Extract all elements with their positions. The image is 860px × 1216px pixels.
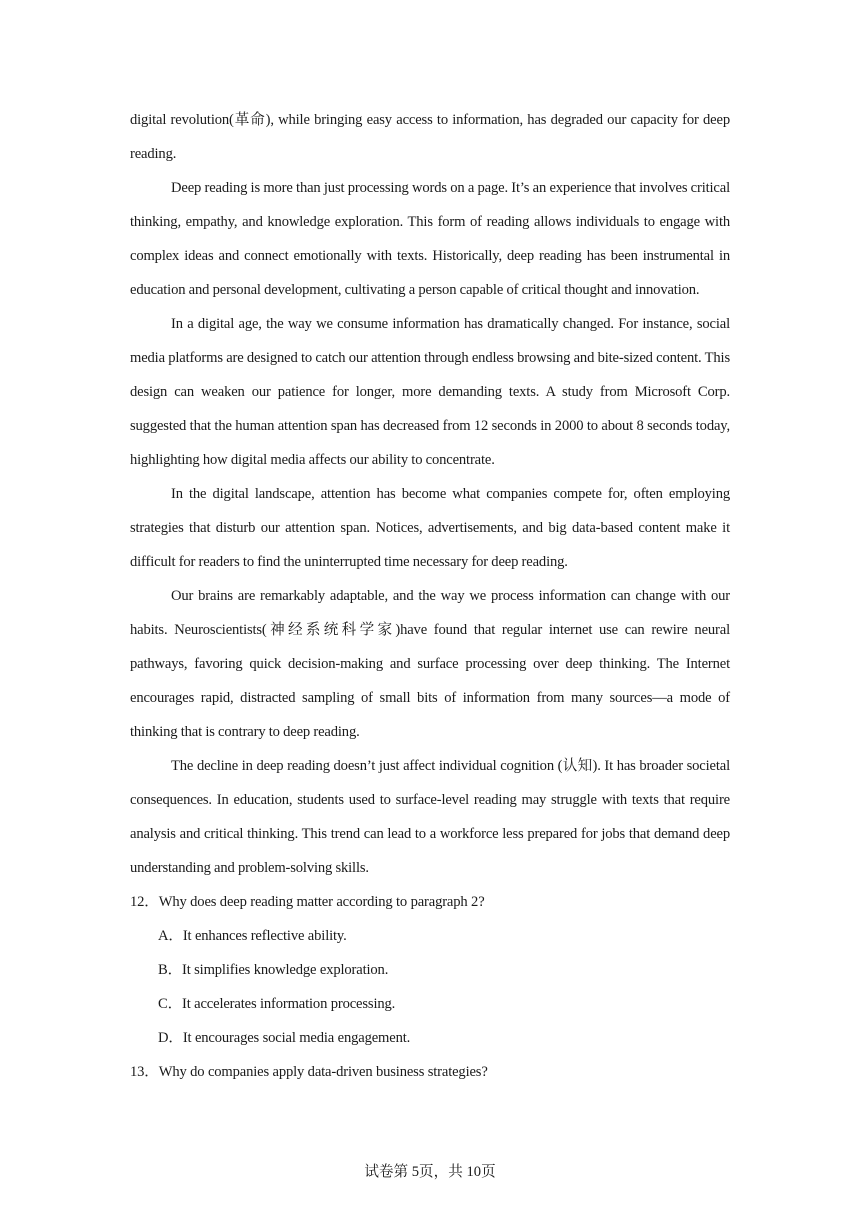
question-12-option-d: D．It encourages social media engagement. — [158, 1030, 411, 1046]
paragraph-3: In a digital age, the way we consume information has dramatically changed. For instance, social media platforms are designed to catch our attention through endless browsing and bite-sized content. This design can weaken our patience for longer, more demanding texts. A study from Microsoft Corp. suggested that the human attention span has decreased from 12 seconds in 2000 to about 8 seconds today, highlighting how digital media affects our ability to concentrate. — [130, 316, 730, 468]
page-footer: 试卷第 5页，共 10页 — [364, 1164, 496, 1180]
paragraph-6: The decline in deep reading doesn’t just affect individual cognition (认知). It has broader societal consequences. In education, students used to surface-level reading may struggle with texts that require analysis and critical thinking. This trend can lead to a workforce less prepared for jobs that demand deep understanding and problem-solving skills. — [130, 758, 730, 876]
question-12-option-c: C．It accelerates information processing. — [158, 996, 396, 1012]
question-12-option-b: B．It simplifies knowledge exploration. — [158, 962, 389, 978]
document-page — [130, 103, 730, 1089]
paragraph-4: In the digital landscape, attention has become what companies compete for, often employing strategies that disturb our attention span. Notices, advertisements, and big data-based content make it difficult for readers to find the uninterrupted time necessary for deep reading. — [130, 486, 730, 570]
paragraph-5: Our brains are remarkably adaptable, and the way we process information can change with our habits. Neuroscientists(神经系统科学家)have found that regular internet use can rewire neural pathways, favoring quick decision-making and surface processing over deep thinking. The Internet encourages rapid, distracted sampling of small bits of information from many sources—a mode of thinking that is contrary to deep reading. — [130, 588, 730, 740]
question-12-option-a: A．It enhances reflective ability. — [158, 928, 347, 944]
question-13: 13．Why do companies apply data-driven business strategies? — [130, 1064, 488, 1080]
question-12: 12．Why does deep reading matter according to paragraph 2? — [130, 894, 485, 910]
paragraph-2: Deep reading is more than just processing words on a page. It’s an experience that involves critical thinking, empathy, and knowledge exploration. This form of reading allows individuals to engage with complex ideas and connect emotionally with texts. Historically, deep reading has been instrumental in education and personal development, cultivating a person capable of critical thought and innovation. — [130, 180, 730, 298]
paragraph-1: digital revolution(革命), while bringing easy access to information, has degraded our capacity for deep reading. — [130, 112, 730, 162]
